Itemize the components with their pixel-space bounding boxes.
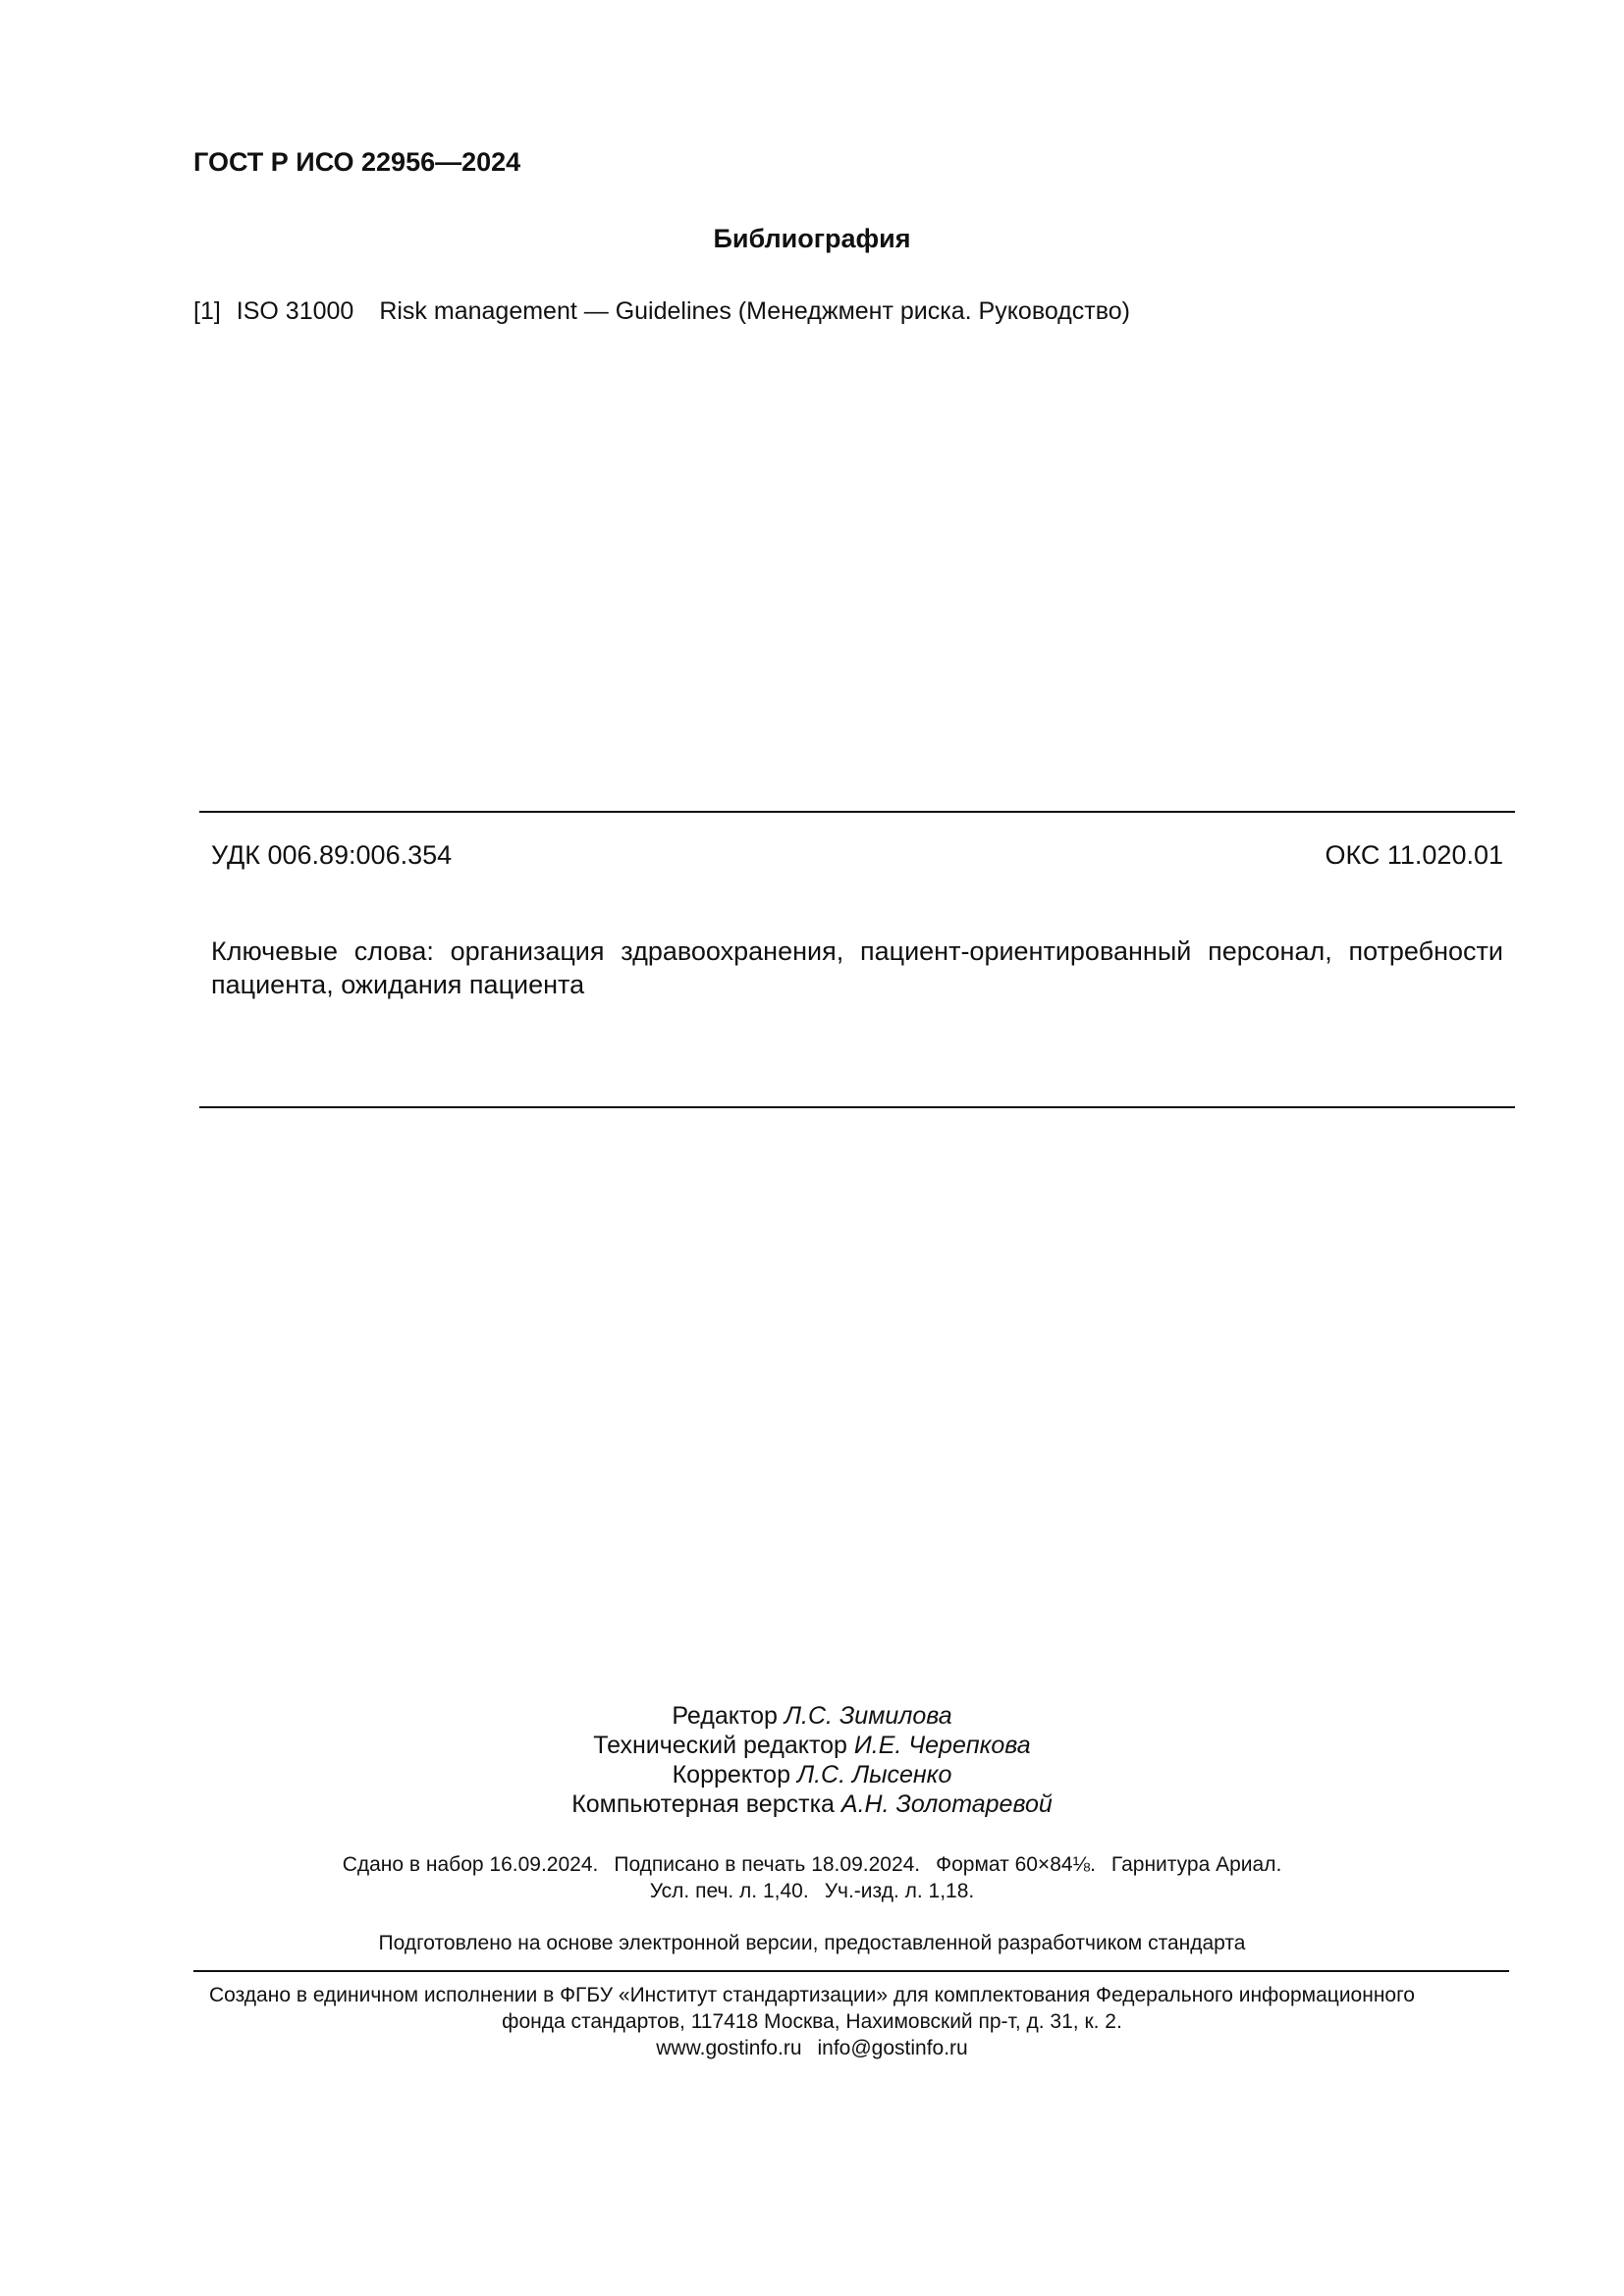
tech-editor-label: Технический редактор xyxy=(593,1732,847,1759)
email-link[interactable]: info@gostinfo.ru xyxy=(817,2037,968,2059)
website-link[interactable]: www.gostinfo.ru xyxy=(656,2037,802,2059)
udk-code: УДК 006.89:006.354 xyxy=(211,840,453,870)
footer-block xyxy=(0,1982,1624,2061)
prepared-note: Подготовлено на основе электронной версии, предоставленной разработчиком стандарта xyxy=(378,1932,1246,1954)
footer-line-2: фонда стандартов, 117418 Москва, Нахимовский пр-т, д. 31, к. 2. xyxy=(502,2010,1122,2033)
publishing-sheets: Уч.-изд. л. 1,18. xyxy=(824,1880,975,1902)
oks-code: ОКС 11.020.01 xyxy=(1325,840,1503,870)
footer-line-1: Создано в единичном исполнении в ФГБУ «Институт стандартизации» для комплектования Федерального информационного xyxy=(209,1984,1415,2006)
bibliography-entry xyxy=(193,297,1130,326)
editor-line xyxy=(0,1701,1624,1731)
document-id: ГОСТ Р ИСО 22956—2024 xyxy=(193,147,521,177)
print-format: Формат 60×84⅛. xyxy=(936,1853,1096,1876)
imprint-block xyxy=(0,1851,1624,1904)
editor-label: Редактор xyxy=(672,1702,778,1730)
proofreader-line xyxy=(0,1760,1624,1789)
credits-block xyxy=(0,1701,1624,1819)
tech-editor-name: И.Е. Черепкова xyxy=(853,1732,1031,1759)
top-divider xyxy=(199,811,1515,813)
bottom-divider xyxy=(193,1970,1509,1972)
footer-contacts xyxy=(0,2035,1624,2061)
reference-title: Risk management — Guidelines (Менеджмент риска. Руководство) xyxy=(379,297,1130,325)
imprint-line-1 xyxy=(0,1851,1624,1878)
submitted-date: Сдано в набор 16.09.2024. xyxy=(342,1853,599,1876)
middle-divider xyxy=(199,1106,1515,1108)
proofreader-label: Корректор xyxy=(672,1761,790,1789)
layout-name: А.Н. Золотаревой xyxy=(840,1790,1053,1818)
print-sheets: Усл. печ. л. 1,40. xyxy=(649,1880,809,1902)
reference-standard: ISO 31000 xyxy=(236,297,354,325)
tech-editor-line xyxy=(0,1731,1624,1760)
typeface: Гарнитура Ариал. xyxy=(1110,1853,1282,1876)
proofreader-name: Л.С. Лысенко xyxy=(796,1761,952,1789)
bibliography-title: Библиография xyxy=(713,224,911,253)
editor-name: Л.С. Зимилова xyxy=(784,1702,952,1730)
signed-date: Подписано в печать 18.09.2024. xyxy=(614,1853,921,1876)
keywords: Ключевые слова: организация здравоохранения, пациент-ориентированный персонал, потребности пациента, ожидания пациента xyxy=(211,936,1503,999)
reference-number: [1] xyxy=(193,297,221,325)
imprint-line-2 xyxy=(0,1878,1624,1904)
layout-label: Компьютерная верстка xyxy=(571,1790,835,1818)
layout-line xyxy=(0,1789,1624,1819)
